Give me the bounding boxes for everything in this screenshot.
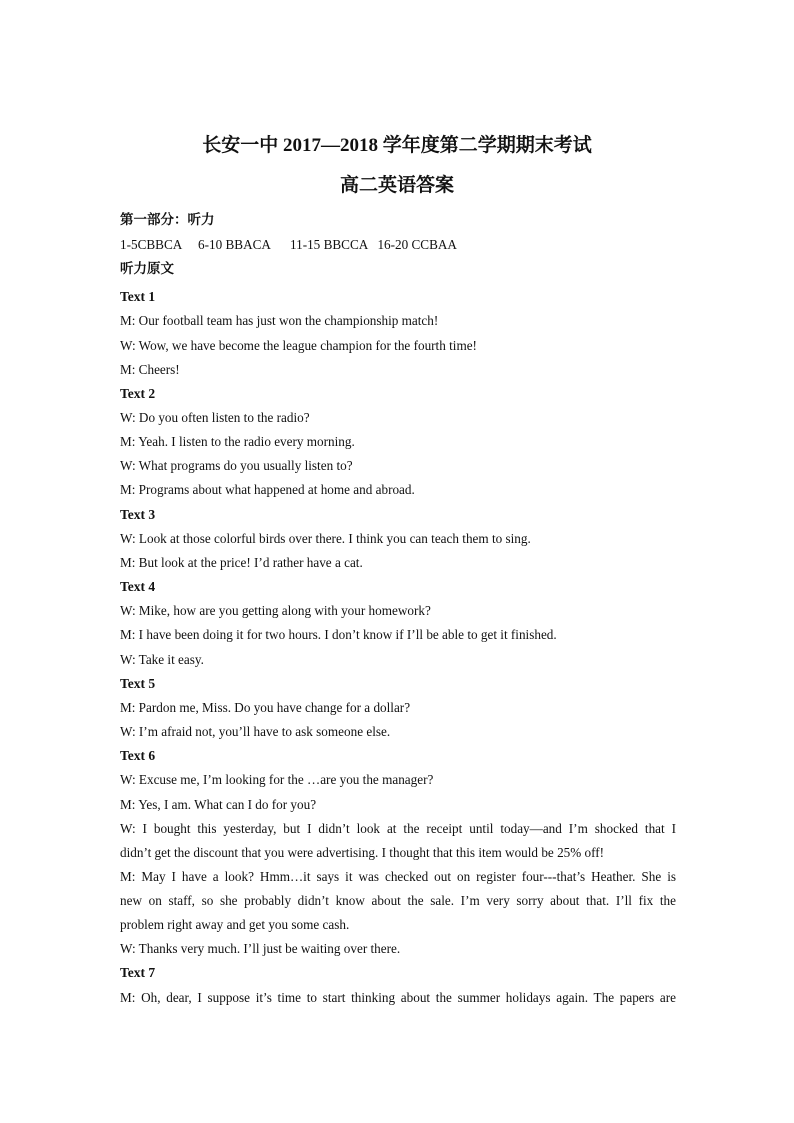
dialogue-line: W: Wow, we have become the league champion for the fourth time! <box>120 338 477 353</box>
dialogue-line: W: Mike, how are you getting along with your homework? <box>120 603 431 618</box>
dialogue-line: problem right away and get you some cash. <box>120 917 350 932</box>
dialogue-line: M: Pardon me, Miss. Do you have change for a dollar? <box>120 700 411 715</box>
transcript-heading: 听力原文 <box>120 261 174 276</box>
dialogue-line: W: Take it easy. <box>120 652 204 667</box>
text-label: Text 6 <box>120 748 156 763</box>
dialogue-line: W: What programs do you usually listen to? <box>120 458 353 473</box>
dialogue-line: W: Thanks very much. I’ll just be waiting over there. <box>120 941 401 956</box>
document-subtitle: 高二英语答案 <box>339 175 454 196</box>
dialogue-line: M: But look at the price! I’d rather have a cat. <box>120 555 363 570</box>
text-label: Text 2 <box>120 386 156 401</box>
dialogue-line: M: Our football team has just won the championship match! <box>120 313 439 328</box>
section-heading: 第一部分：听力 <box>120 212 215 227</box>
answer-key: 1-5CBBCA 6-10 BBACA 11-15 BBCCA 16-20 CCBAA <box>120 237 457 252</box>
dialogue-line: M: May I have a look? Hmm…it says it was checked out on register four---that’s Heather. She is <box>120 869 676 884</box>
dialogue-line: M: Cheers! <box>120 362 180 377</box>
text-label: Text 4 <box>120 579 156 594</box>
dialogue-line: W: Excuse me, I’m looking for the …are you the manager? <box>120 772 434 787</box>
dialogue-line: W: Look at those colorful birds over there. I think you can teach them to sing. <box>120 531 531 546</box>
dialogue-line: M: Yeah. I listen to the radio every morning. <box>120 434 355 449</box>
dialogue-line: M: Programs about what happened at home and abroad. <box>120 482 415 497</box>
text-label: Text 7 <box>120 965 156 980</box>
document-title: 长安一中 2017—2018 学年度第二学期期末考试 <box>202 135 592 156</box>
text-label: Text 3 <box>120 507 156 522</box>
dialogue-line: M: Yes, I am. What can I do for you? <box>120 797 317 812</box>
dialogue-line: M: Oh, dear, I suppose it’s time to start thinking about the summer holidays again. The papers are <box>120 990 676 1005</box>
dialogue-line: new on staff, so she probably didn’t know about the sale. I’m very sorry about that. I’ll fix the <box>120 893 676 908</box>
dialogue-line: W: I’m afraid not, you’ll have to ask someone else. <box>120 724 391 739</box>
dialogue-line: W: Do you often listen to the radio? <box>120 410 310 425</box>
text-label: Text 5 <box>120 676 156 691</box>
dialogue-line: W: I bought this yesterday, but I didn’t look at the receipt until today—and I’m shocked that I <box>120 821 676 836</box>
dialogue-line: didn’t get the discount that you were advertising. I thought that this item would be 25% off! <box>120 845 605 860</box>
dialogue-line: M: I have been doing it for two hours. I don’t know if I’ll be able to get it finished. <box>120 627 557 642</box>
text-label: Text 1 <box>120 289 156 304</box>
